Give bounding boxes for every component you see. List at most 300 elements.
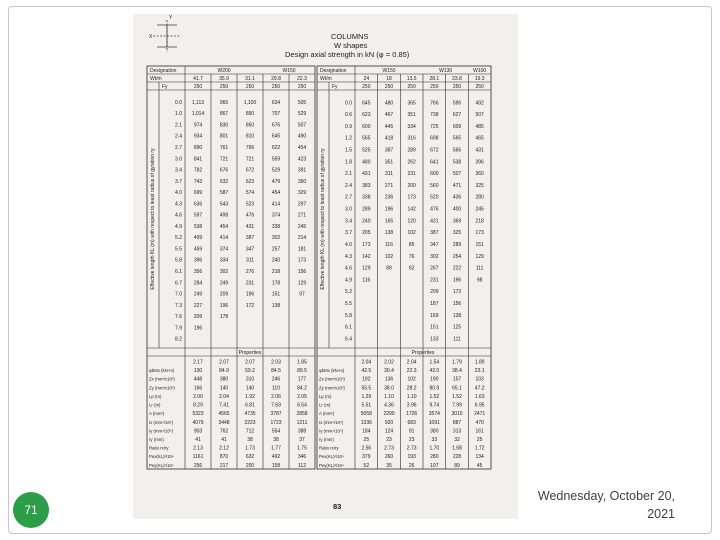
design-strength-cell: 479 [271, 178, 281, 185]
design-strength-cell: 311 [246, 257, 254, 264]
shape-designation: W100 [473, 68, 487, 74]
property-value: 5058 [360, 411, 372, 418]
shape-designation: W150 [282, 68, 296, 74]
shape-designation: W130 [439, 68, 453, 74]
property-label: Pex(KL)²/10⁴ [149, 454, 174, 460]
design-strength-cell: 360 [297, 178, 307, 185]
property-label: ry (mm) [319, 437, 334, 442]
yield-strength: 250 [219, 84, 229, 90]
column-weight: 19.3 [474, 76, 485, 82]
design-strength-cell: 138 [271, 302, 281, 309]
design-strength-cell: 492 [475, 100, 484, 107]
property-value: 42.5 [361, 368, 372, 375]
property-value: 157 [452, 376, 462, 383]
design-strength-cell: 934 [193, 133, 203, 140]
property-value: 200 [245, 462, 255, 469]
fy-label: Fy [332, 84, 338, 90]
design-strength-cell: 609 [452, 123, 462, 130]
property-value: 3448 [218, 419, 230, 426]
design-strength-cell: 218 [475, 218, 484, 225]
design-strength-cell: 480 [384, 100, 394, 107]
design-strength-cell: 507 [452, 171, 462, 178]
design-strength-cell: 565 [452, 135, 462, 142]
column-weight: 35.9 [219, 76, 229, 82]
design-strength-cell: 761 [219, 144, 229, 151]
property-value: 3010 [451, 411, 463, 418]
effective-length-axis-label: Effective length KL (m) with respect to least radius of gyration ry [150, 148, 156, 290]
effective-length-value: 2.7 [175, 144, 182, 151]
design-strength-cell: 766 [245, 144, 255, 151]
property-value: 22.3 [406, 368, 417, 375]
design-strength-cell: 236 [384, 194, 394, 201]
effective-length-value: 5.2 [345, 289, 352, 296]
property-value: 346 [297, 454, 307, 461]
design-strength-cell: 766 [430, 100, 439, 107]
property-label: Lp (m) [149, 393, 162, 399]
scanned-table-page [133, 14, 518, 519]
property-label: φbMx (kN-m) [149, 368, 175, 374]
property-value: 26 [408, 462, 415, 469]
column-weight: 29.8 [271, 76, 281, 82]
property-value: 2.03 [271, 359, 281, 366]
property-value: 7.99 [452, 402, 462, 409]
design-strength-cell: 289 [407, 147, 416, 154]
property-value: 632 [245, 454, 255, 461]
yield-strength: 250 [430, 84, 439, 90]
property-value: 2.05 [297, 393, 307, 400]
property-value: 1.72 [474, 445, 485, 452]
property-label: Lr (m) [319, 402, 331, 408]
property-value: 2.04 [406, 359, 417, 366]
property-value: 84.9 [219, 368, 229, 375]
property-value: 554 [271, 428, 281, 435]
design-strength-cell: 257 [271, 246, 281, 253]
design-strength-cell: 245 [475, 206, 484, 213]
effective-length-value: 6.7 [175, 280, 182, 287]
design-strength-cell: 240 [362, 218, 371, 225]
property-value: 1091 [428, 419, 440, 426]
design-strength-cell: 698 [430, 135, 439, 142]
effective-length-value: 5.2 [175, 235, 182, 242]
effective-length-value: 5.8 [175, 257, 182, 264]
property-value: 32 [454, 437, 460, 443]
effective-length-value: 5.5 [175, 246, 182, 253]
design-strength-cell: 890 [193, 144, 203, 151]
property-value: 52 [363, 462, 370, 469]
design-strength-cell: 111 [475, 265, 484, 272]
property-label: ry (mm) [149, 437, 164, 442]
effective-length-axis-label: Effective length KL (m) with respect to least radius of gyration ry [320, 148, 326, 290]
design-strength-cell: 454 [219, 223, 229, 230]
effective-length-value: 4.3 [175, 201, 182, 208]
design-strength-cell: 965 [219, 99, 229, 106]
design-strength-cell: 267 [430, 265, 439, 272]
property-label: Pex(KL)²/10⁴ [319, 454, 344, 460]
design-strength-cell: 414 [271, 201, 281, 208]
property-value: 1.73 [245, 445, 255, 452]
property-value: 134 [475, 454, 484, 461]
design-strength-cell: 209 [430, 289, 439, 296]
design-strength-cell: 867 [219, 111, 229, 118]
design-strength-cell: 311 [385, 171, 393, 178]
effective-length-value: 3.0 [345, 206, 352, 213]
table-caption: Design axial strength in kN (φ = 0.85) [285, 50, 410, 59]
design-strength-cell: 600 [430, 171, 439, 178]
yield-strength: 250 [407, 84, 416, 90]
design-strength-cell: 538 [452, 159, 462, 166]
effective-length-value: 4.9 [175, 223, 182, 230]
effective-length-value: 0.0 [345, 100, 352, 107]
property-value: 2.00 [193, 393, 203, 400]
property-value: 1723 [270, 419, 282, 426]
design-strength-cell: 499 [193, 235, 203, 242]
property-value: 9.74 [429, 402, 440, 409]
design-strength-cell: 302 [219, 268, 229, 275]
property-value: 112 [298, 462, 306, 469]
design-strength-cell: 490 [297, 133, 307, 140]
design-strength-cell: 445 [384, 123, 394, 130]
design-strength-cell: 85 [408, 241, 415, 248]
effective-length-value: 2.4 [175, 133, 182, 140]
property-value: 2.73 [384, 445, 394, 452]
design-strength-cell: 351 [384, 159, 394, 166]
effective-length-value: 5.8 [345, 312, 352, 319]
design-strength-cell: 276 [245, 268, 255, 275]
date-line-2: 2021 [647, 507, 675, 521]
design-strength-cell: 289 [452, 241, 462, 248]
design-strength-cell: 396 [193, 257, 203, 264]
fy-label: Fy [162, 84, 168, 90]
date-line-1: Wednesday, October 20, [537, 489, 675, 503]
effective-length-value: 3.0 [175, 156, 182, 163]
design-strength-cell: 205 [362, 230, 371, 237]
design-strength-cell: 890 [245, 111, 255, 118]
design-strength-cell: 173 [407, 194, 416, 201]
design-strength-cell: 271 [297, 212, 307, 219]
property-value: 1161 [192, 454, 204, 461]
property-value: 59.2 [245, 368, 255, 375]
design-strength-cell: 338 [271, 223, 281, 230]
effective-length-value: 7.9 [175, 325, 182, 332]
property-value: 23 [386, 437, 392, 443]
design-strength-cell: 138 [452, 312, 462, 319]
property-value: 37 [299, 437, 305, 443]
design-strength-cell: 129 [297, 280, 307, 287]
design-strength-cell: 476 [430, 206, 439, 213]
property-value: 192 [362, 376, 371, 383]
design-strength-cell: 196 [193, 325, 203, 332]
property-value: 2.73 [406, 445, 417, 452]
effective-length-value: 6.4 [345, 336, 352, 343]
property-value: 1.79 [452, 359, 462, 366]
design-strength-cell: 271 [384, 182, 394, 189]
property-value: 380 [219, 376, 229, 383]
design-strength-cell: 623 [362, 112, 371, 119]
design-strength-cell: 231 [245, 280, 255, 287]
design-strength-cell: 1,100 [243, 99, 257, 106]
property-value: 6.81 [245, 402, 255, 409]
date-footer [500, 487, 675, 523]
design-strength-cell: 169 [430, 312, 439, 319]
design-strength-cell: 507 [297, 122, 307, 129]
effective-length-value: 2.4 [345, 182, 352, 189]
design-strength-cell: 743 [193, 178, 203, 185]
design-strength-cell: 125 [452, 324, 462, 331]
design-strength-cell: 262 [407, 159, 416, 166]
designation-label: Designation [320, 68, 347, 74]
design-strength-cell: 222 [452, 265, 462, 272]
yield-strength: 250 [384, 84, 394, 90]
effective-length-value: 1.0 [175, 111, 182, 118]
effective-length-value: 3.4 [175, 167, 182, 174]
property-value: 470 [475, 419, 484, 426]
design-strength-cell: 559 [271, 156, 281, 163]
design-strength-cell: 498 [219, 212, 229, 219]
book-page-number: 83 [333, 502, 342, 511]
design-strength-cell: 334 [219, 257, 229, 264]
effective-length-value: 1.2 [345, 135, 352, 142]
design-strength-cell: 209 [193, 314, 203, 321]
design-strength-cell: 142 [407, 206, 416, 213]
design-strength-cell: 431 [475, 147, 484, 154]
property-value: 1211 [296, 419, 308, 426]
design-strength-cell: 634 [271, 99, 281, 106]
design-strength-cell: 178 [219, 314, 229, 321]
property-label: Ratio rx/ry [319, 445, 339, 451]
design-strength-cell: 196 [384, 206, 394, 213]
effective-length-value: 4.0 [175, 190, 182, 197]
design-strength-cell: 414 [219, 235, 229, 242]
design-strength-cell: 231 [430, 277, 439, 284]
property-value: 1726 [406, 411, 418, 418]
design-strength-cell: 325 [452, 230, 462, 237]
property-value: 217 [219, 462, 229, 469]
column-weight: 31.1 [245, 76, 255, 82]
property-label: Zy (mm³x10³) [149, 385, 175, 391]
effective-length-value: 3.7 [345, 230, 352, 237]
design-strength-cell: 721 [245, 156, 255, 163]
property-value: 492 [271, 454, 281, 461]
design-strength-cell: 181 [297, 246, 307, 253]
design-strength-cell: 173 [362, 241, 371, 248]
property-label: Zy (mm³x10³) [319, 385, 345, 391]
property-value: 3.96 [406, 402, 417, 409]
property-value: 2.04 [219, 393, 229, 400]
design-strength-cell: 454 [297, 144, 307, 151]
design-strength-cell: 196 [245, 291, 255, 298]
property-value: 2.04 [361, 359, 372, 366]
design-strength-cell: 116 [385, 241, 393, 248]
left-column-table [147, 66, 315, 469]
property-value: 193 [407, 454, 416, 461]
design-strength-cell: 672 [430, 147, 439, 154]
design-strength-cell: 520 [430, 194, 439, 201]
property-value: 2223 [244, 419, 256, 426]
design-strength-cell: 196 [452, 277, 462, 284]
property-value: 158 [271, 462, 281, 469]
design-strength-cell: 365 [407, 100, 416, 107]
yield-strength: 250 [297, 84, 307, 90]
property-value: 683 [407, 419, 416, 426]
design-strength-cell: 623 [245, 178, 255, 185]
design-strength-cell: 97 [299, 291, 305, 298]
design-strength-cell: 151 [475, 241, 484, 248]
effective-length-value: 3.4 [345, 218, 352, 225]
property-value: 23.1 [474, 368, 485, 375]
property-value: 887 [452, 419, 462, 426]
property-value: 1.29 [361, 393, 372, 400]
effective-length-value: 6.1 [175, 268, 182, 275]
design-strength-cell: 645 [362, 100, 371, 107]
design-strength-cell: 218 [271, 268, 281, 275]
property-label: Pey(KL)²/10⁴ [149, 462, 174, 468]
design-strength-cell: 391 [297, 167, 307, 174]
slide-number-badge [13, 492, 49, 528]
property-label: Ix (mm⁴/10⁶) [149, 419, 174, 425]
column-weight: 24 [363, 76, 370, 82]
design-strength-cell: 178 [271, 280, 281, 287]
design-strength-cell: 431 [245, 223, 255, 230]
property-value: 7.69 [271, 402, 281, 409]
effective-length-value: 2.1 [345, 171, 352, 178]
property-label: A (mm²) [319, 411, 335, 417]
property-label: Pey(KL)²/10⁴ [319, 462, 344, 468]
design-strength-cell: 560 [430, 182, 439, 189]
property-label: Ratio rx/ry [149, 445, 169, 451]
design-strength-cell: 1,113 [191, 99, 205, 106]
property-label: A (mm²) [149, 411, 165, 417]
design-strength-cell: 597 [193, 212, 203, 219]
design-strength-cell: 529 [297, 111, 307, 118]
property-label: Zx (mm³x10³) [319, 376, 345, 382]
property-value: 712 [245, 428, 255, 435]
design-strength-cell: 133 [430, 336, 439, 343]
property-value: 38.4 [452, 368, 462, 375]
property-value: 41 [195, 437, 201, 443]
design-strength-cell: 436 [452, 194, 462, 201]
effective-length-value: 2.1 [175, 122, 182, 129]
design-strength-cell: 111 [453, 336, 461, 343]
property-value: 246 [271, 376, 281, 383]
property-value: 80.9 [429, 385, 440, 392]
right-column-table [317, 66, 491, 469]
design-strength-cell: 418 [384, 135, 394, 142]
design-strength-cell: 699 [193, 190, 203, 197]
design-strength-cell: 172 [245, 302, 255, 309]
design-strength-cell: 721 [219, 156, 229, 163]
property-value: 920 [384, 419, 394, 426]
design-strength-cell: 297 [297, 201, 307, 208]
property-value: 2.17 [193, 359, 203, 366]
design-strength-cell: 280 [475, 194, 484, 201]
design-strength-cell: 423 [297, 156, 307, 163]
effective-length-value: 8.2 [175, 336, 182, 343]
design-strength-cell: 476 [245, 212, 255, 219]
property-value: 5.51 [361, 402, 372, 409]
design-strength-cell: 632 [219, 178, 229, 185]
property-value: 107 [430, 462, 439, 469]
property-label: Iy (mm⁴/10⁶) [319, 428, 344, 434]
design-strength-cell: 471 [452, 182, 462, 189]
effective-length-value: 3.7 [175, 178, 182, 185]
design-strength-cell: 485 [475, 123, 484, 130]
property-value: 65.1 [452, 385, 462, 392]
property-value: 84.2 [297, 385, 307, 392]
property-value: 228 [452, 454, 462, 461]
design-strength-cell: 329 [297, 190, 307, 197]
property-value: 2471 [474, 411, 486, 418]
design-strength-cell: 574 [245, 190, 255, 197]
property-value: 55.5 [361, 385, 372, 392]
slide-number: 71 [24, 503, 38, 517]
design-strength-cell: 360 [475, 171, 484, 178]
column-weight: 28.1 [429, 76, 440, 82]
property-value: 762 [219, 428, 229, 435]
table-border [147, 66, 315, 469]
property-value: 42.0 [429, 368, 440, 375]
design-strength-cell: 676 [219, 167, 229, 174]
design-strength-cell: 387 [384, 147, 394, 154]
design-strength-cell: 98 [476, 277, 483, 284]
mass-label: Wt/m [150, 76, 162, 82]
property-value: 1.10 [406, 393, 417, 400]
design-strength-cell: 529 [271, 167, 281, 174]
design-strength-cell: 565 [452, 147, 462, 154]
property-label: Lp (m) [319, 393, 332, 399]
design-strength-cell: 245 [297, 223, 307, 230]
design-strength-cell: 636 [193, 201, 203, 208]
effective-length-value: 6.1 [345, 324, 352, 331]
table-subtitle: W shapes [334, 41, 368, 50]
property-value: 177 [297, 376, 307, 383]
design-strength-cell: 841 [193, 156, 203, 163]
property-value: 47.2 [474, 385, 485, 392]
property-value: 33 [431, 437, 438, 443]
design-strength-cell: 596 [452, 100, 462, 107]
design-strength-cell: 156 [297, 268, 307, 275]
property-value: 1.10 [384, 393, 394, 400]
design-strength-cell: 284 [193, 280, 203, 287]
effective-length-value: 4.9 [345, 277, 352, 284]
yield-strength: 250 [193, 84, 203, 90]
property-value: 4735 [244, 411, 256, 418]
design-strength-cell: 249 [219, 280, 229, 287]
property-label: Ix (mm⁴/10⁶) [319, 419, 344, 425]
property-value: 84.5 [271, 368, 281, 375]
property-value: 38.0 [384, 385, 394, 392]
property-value: 4565 [218, 411, 230, 418]
design-strength-cell: 156 [452, 301, 462, 308]
design-strength-cell: 725 [430, 123, 439, 130]
design-strength-cell: 374 [219, 246, 229, 253]
property-label: Lr (m) [149, 402, 161, 408]
property-value: 140 [219, 385, 229, 392]
property-value: 124 [384, 428, 394, 435]
property-value: 380 [430, 428, 439, 435]
property-value: 256 [193, 462, 203, 469]
design-strength-cell: 129 [362, 265, 371, 272]
design-strength-cell: 325 [475, 182, 484, 189]
design-strength-cell: 254 [452, 253, 462, 260]
column-weight: 22.3 [297, 76, 307, 82]
property-value: 1.54 [429, 359, 440, 366]
property-value: 110 [272, 385, 280, 392]
design-strength-cell: 454 [271, 190, 281, 197]
property-value: 5323 [192, 411, 204, 418]
design-strength-cell: 645 [271, 133, 281, 140]
effective-length-value: 1.5 [345, 147, 352, 154]
shape-designation: W200 [217, 68, 231, 74]
